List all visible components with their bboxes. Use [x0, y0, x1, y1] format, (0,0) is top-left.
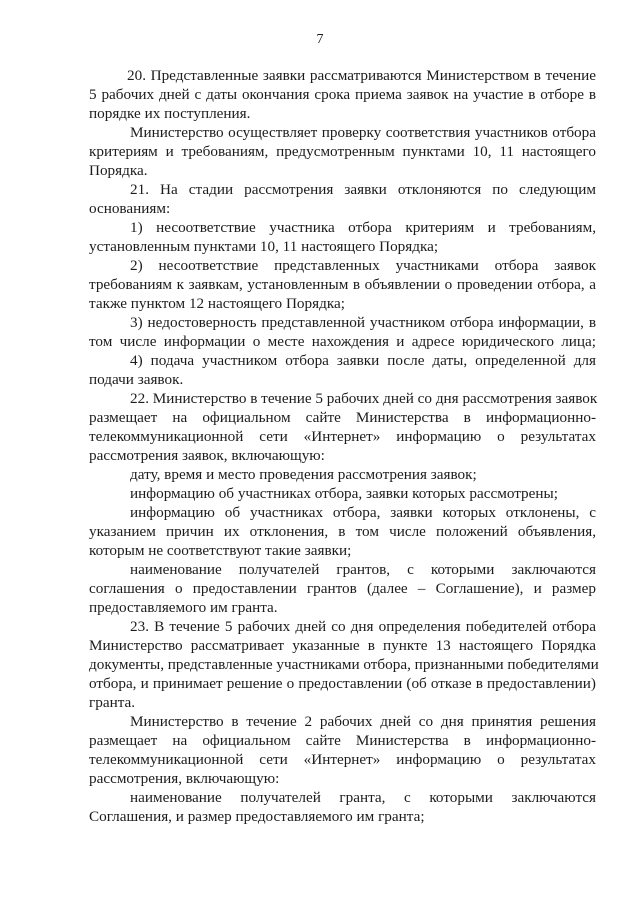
text-line: установленным пунктами 10, 11 настоящего Порядка;	[89, 238, 439, 255]
text-line: 20. Представленные заявки рассматриваются Министерством в течение	[127, 67, 596, 84]
text-line: 21. На стадии рассмотрения заявки отклоняются по следующим	[130, 181, 596, 198]
text-line: Министерство в течение 2 рабочих дней со дня принятия решения	[130, 713, 596, 730]
text-line: телекоммуникационной сети «Интернет» информацию о результатах	[89, 751, 596, 768]
text-line: 5 рабочих дней с даты окончания срока приема заявок на участие в отборе в	[89, 86, 596, 103]
text-line: которым не соответствуют такие заявки;	[89, 542, 352, 559]
text-line: размещает на официальном сайте Министерства в информационно-	[89, 732, 596, 749]
text-line: документы, представленные участниками отбора, признанными победителями	[89, 656, 599, 673]
text-line: 23. В течение 5 рабочих дней со дня определения победителей отбора	[130, 618, 596, 635]
page-number: 7	[316, 32, 324, 47]
text-line: том числе информации о месте нахождения и адресе юридического лица;	[89, 333, 596, 350]
text-line: дату, время и место проведения рассмотрения заявок;	[130, 466, 477, 483]
text-line: размещает на официальном сайте Министерства в информационно-	[89, 409, 596, 426]
text-line: Министерство рассматривает указанные в пункте 13 настоящего Порядка	[89, 637, 596, 654]
text-line: 2) несоответствие представленных участниками отбора заявок	[130, 257, 596, 274]
text-line: критериям и требованиям, предусмотренным пунктами 10, 11 настоящего	[89, 143, 596, 160]
text-line: информацию об участниках отбора, заявки которых отклонены, с	[130, 504, 596, 521]
text-line: предоставляемого им гранта.	[89, 599, 278, 616]
text-line: подачи заявок.	[89, 371, 184, 388]
text-line: порядке их поступления.	[89, 105, 251, 122]
text-line: рассмотрения заявок, включающую:	[89, 447, 325, 464]
text-line: также пунктом 12 настоящего Порядка;	[89, 295, 345, 312]
text-line: рассмотрения, включающую:	[89, 770, 280, 787]
text-line: требованиям к заявкам, установленным в объявлении о проведении отбора, а	[89, 276, 596, 293]
text-line: Министерство осуществляет проверку соответствия участников отбора	[130, 124, 596, 141]
text-line: отбора, и принимает решение о предоставлении (об отказе в предоставлении)	[89, 675, 596, 692]
text-line: 3) недостоверность представленной участником отбора информации, в	[130, 314, 596, 331]
text-line: наименование получателей грантов, с которыми заключаются	[130, 561, 596, 578]
text-line: указанием причин их отклонения, в том числе положений объявления,	[89, 523, 596, 540]
text-line: 4) подача участником отбора заявки после даты, определенной для	[130, 352, 596, 369]
text-line: гранта.	[89, 694, 136, 711]
text-line: информацию об участниках отбора, заявки которых рассмотрены;	[130, 485, 558, 502]
text-line: 22. Министерство в течение 5 рабочих дней со дня рассмотрения заявок	[130, 390, 598, 407]
text-line: 1) несоответствие участника отбора критериям и требованиям,	[130, 219, 596, 236]
text-line: Порядка.	[89, 162, 148, 179]
text-line: наименование получателей гранта, с которыми заключаются	[130, 789, 596, 806]
text-line: основаниям:	[89, 200, 171, 217]
text-line: Соглашения, и размер предоставляемого им гранта;	[89, 808, 425, 825]
text-line: телекоммуникационной сети «Интернет» информацию о результатах	[89, 428, 596, 445]
text-line: соглашения о предоставлении грантов (далее – Соглашение), и размер	[89, 580, 596, 597]
